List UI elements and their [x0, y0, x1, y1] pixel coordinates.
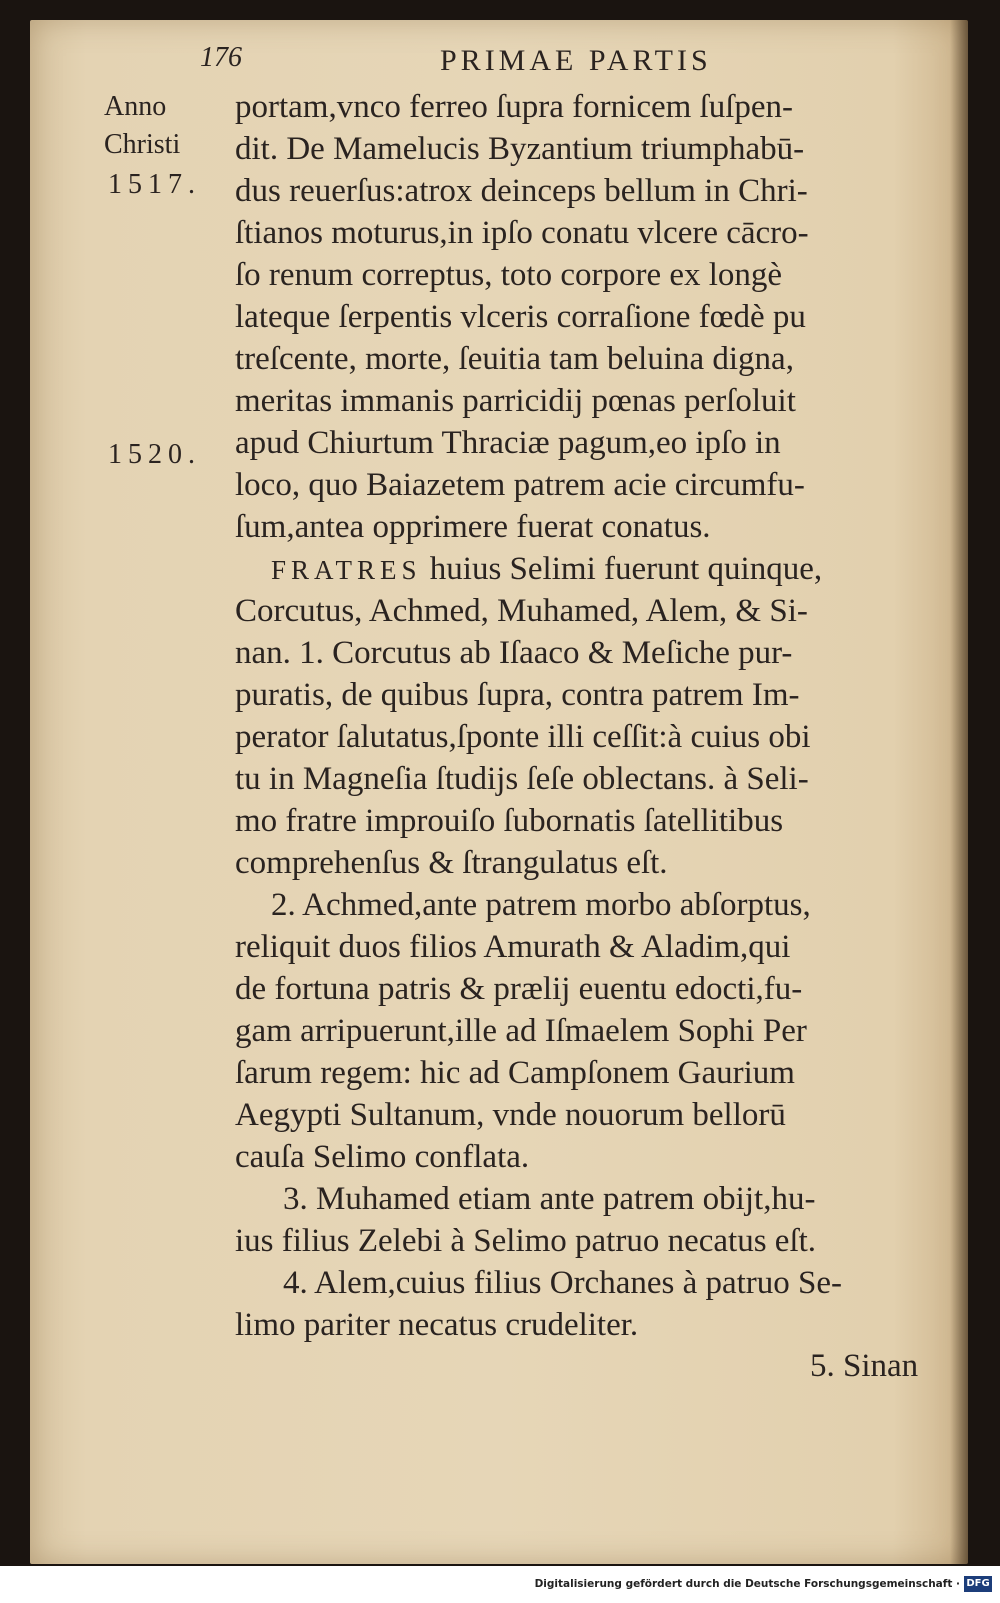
text-line: Corcutus, Achmed, Muhamed, Alem, & Si-: [235, 593, 808, 629]
margin-note-christi: Christi: [104, 129, 181, 160]
text-line: gam arripuerunt,ille ad Iſmaelem Sophi Per: [235, 1013, 807, 1049]
margin-note-year-1517: 1517.: [108, 169, 201, 200]
catchword: 5. Sinan: [810, 1348, 919, 1384]
text-line: Aegypti Sultanum, vnde nouorum bellorū: [235, 1097, 786, 1133]
text-line: ſarum regem: hic ad Campſonem Gaurium: [235, 1055, 795, 1091]
paragraph-opening-line: [235, 548, 941, 590]
text-line: de fortuna patris & prælij euentu edocti,fu-: [235, 971, 803, 1007]
text-line: cauſa Selimo conflata.: [235, 1139, 530, 1175]
text-line: nan. 1. Corcutus ab Iſaaco & Meſiche pur-: [235, 635, 793, 671]
text-line: comprehenſus & ſtrangulatus eſt.: [235, 845, 668, 881]
text-line: ſtianos moturus,in ipſo conatu vlcere cācro-: [235, 215, 809, 251]
text-line: 3. Muhamed etiam ante patrem obijt,hu-: [283, 1181, 816, 1217]
footer-bar: [0, 1566, 1000, 1603]
text-line: perator ſalutatus,ſponte illi ceſſit:à cuius obi: [235, 719, 811, 755]
text-line: dus reuerſus:atrox deinceps bellum in Chri-: [235, 173, 808, 209]
text-line: reliquit duos filios Amurath & Aladim,qui: [235, 929, 791, 965]
funding-credit: Digitalisierung gefördert durch die Deutsche Forschungsgemeinschaft ·: [534, 1578, 960, 1590]
body-text: [235, 86, 941, 1346]
text-line: treſcente, morte, ſeuitia tam beluina digna,: [235, 341, 794, 377]
text-line: ſum,antea opprimere fuerat conatus.: [235, 509, 711, 545]
text-line: dit. De Mamelucis Byzantium triumphabū-: [235, 131, 805, 167]
text-line: tu in Magneſia ſtudijs ſeſe oblectans. à Seli-: [235, 761, 809, 797]
text-line: meritas immanis parricidij pœnas perſoluit: [235, 383, 796, 419]
text-line: ius filius Zelebi à Selimo patruo necatus eſt.: [235, 1223, 817, 1259]
text-line: mo fratre improuiſo ſubornatis ſatellitibus: [235, 803, 784, 839]
margin-note-anno: Anno: [104, 91, 167, 122]
text-line: lateque ſerpentis vlceris corraſione fœdè pu: [235, 299, 806, 335]
text-line: puratis, de quibus ſupra, contra patrem Im-: [235, 677, 800, 713]
text-line: ſo renum correptus, toto corpore ex longè: [235, 257, 783, 293]
page-edge-shadow: [950, 20, 968, 1564]
dfg-logo: DFG: [964, 1576, 992, 1592]
text-line: 4. Alem,cuius filius Orchanes à patruo Se-: [283, 1265, 843, 1301]
page-number: 176: [200, 42, 242, 73]
text-line: limo pariter necatus crudeliter.: [235, 1307, 639, 1343]
margin-note-year-1520: 1520.: [108, 439, 201, 470]
running-head: [200, 42, 860, 82]
text-line: 2. Achmed,ante patrem morbo abſorptus,: [271, 887, 811, 923]
paragraph-first-word: FRATRES: [271, 555, 422, 585]
text-line: loco, quo Baiazetem patrem acie circumfu-: [235, 467, 805, 503]
text-span: huius Selimi fuerunt quinque,: [421, 551, 823, 587]
text-line: apud Chiurtum Thraciæ pagum,eo ipſo in: [235, 425, 781, 461]
text-line: portam,vnco ferreo ſupra fornicem ſuſpen-: [235, 89, 794, 125]
running-title: PRIMAE PARTIS: [440, 44, 712, 77]
